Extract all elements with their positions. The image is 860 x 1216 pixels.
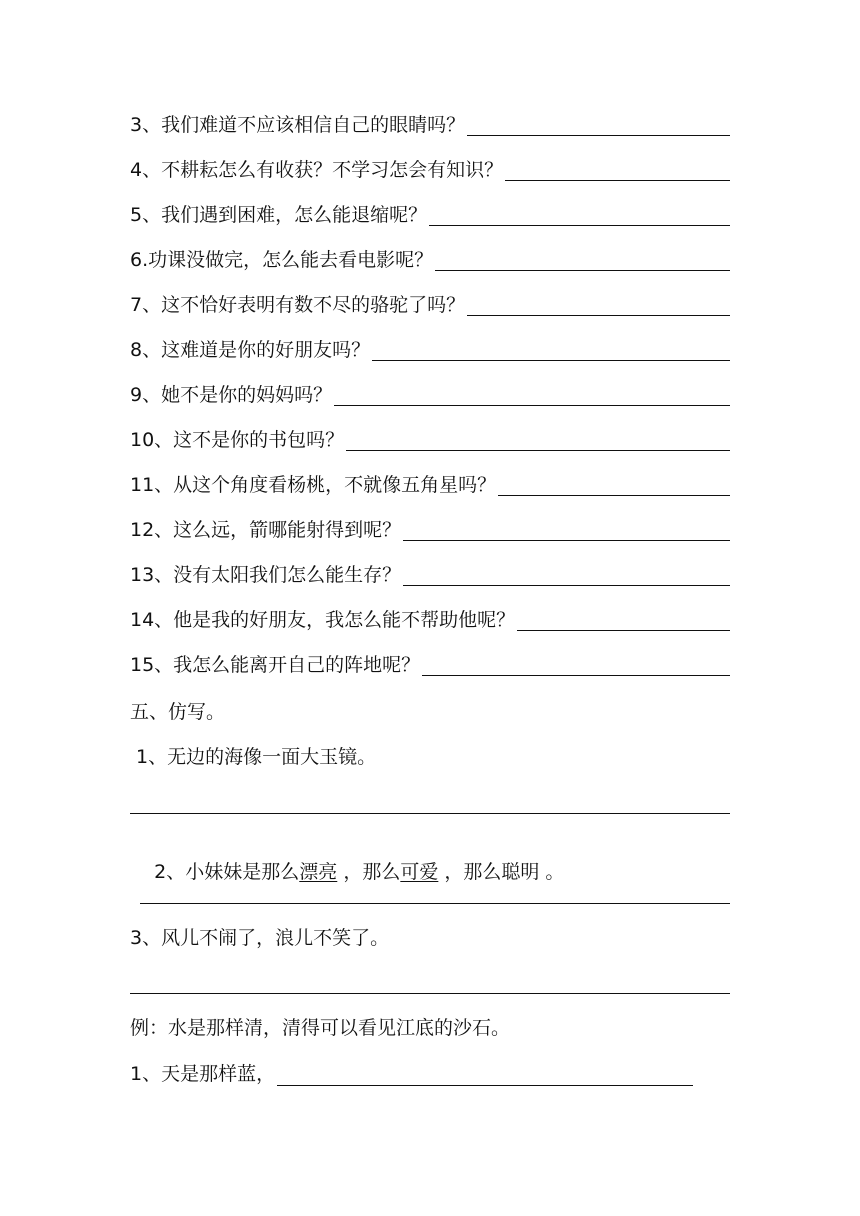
- question-text: 11、从这个角度看杨桃，不就像五角星吗？: [130, 474, 497, 496]
- question-8: [130, 334, 730, 362]
- question-12: [130, 514, 730, 542]
- question-3: [130, 109, 730, 137]
- item-2-mid1: ，那么: [337, 861, 401, 883]
- question-text: 4、不耕耘怎么有收获？不学习怎会有知识？: [130, 159, 504, 181]
- section-5-heading: 五、仿写。: [130, 701, 226, 723]
- answer-blank[interactable]: [435, 246, 730, 271]
- question-10: [130, 424, 730, 452]
- answer-blank[interactable]: [505, 156, 730, 181]
- answer-blank[interactable]: [467, 291, 730, 316]
- answer-blank[interactable]: [403, 516, 730, 541]
- question-7: [130, 289, 730, 317]
- answer-line-1[interactable]: [130, 813, 730, 814]
- answer-blank[interactable]: [372, 336, 730, 361]
- question-text: 7、这不恰好表明有数不尽的骆驼了吗？: [130, 294, 466, 316]
- question-13: [130, 559, 730, 587]
- underlined-word-piaoliang: 漂亮: [299, 861, 338, 883]
- example-sentence: 例：水是那样清，清得可以看见江底的沙石。: [130, 1017, 511, 1039]
- question-text: 15、我怎么能离开自己的阵地呢？: [130, 654, 421, 676]
- question-text: 12、这么远，箭哪能射得到呢？: [130, 519, 402, 541]
- answer-blank[interactable]: [334, 381, 730, 406]
- answer-blank[interactable]: [346, 426, 730, 451]
- question-9: [130, 379, 730, 407]
- imitation-item-3: 3、风儿不闹了，浪儿不笑了。: [130, 927, 390, 949]
- answer-blank[interactable]: [422, 651, 730, 676]
- item-2-mid2: ，那么聪明 。: [438, 861, 565, 883]
- question-5: [130, 199, 730, 227]
- exercise-1: [130, 1062, 693, 1086]
- answer-blank[interactable]: [403, 561, 730, 586]
- exercise-1-blank[interactable]: [277, 1065, 693, 1086]
- answer-blank[interactable]: [467, 111, 730, 136]
- question-text: 14、他是我的好朋友，我怎么能不帮助他呢？: [130, 609, 516, 631]
- question-text: 9、她不是你的妈妈吗？: [130, 384, 333, 406]
- question-6: [130, 244, 730, 272]
- question-text: 10、这不是你的书包吗？: [130, 429, 345, 451]
- question-text: 8、这难道是你的好朋友吗？: [130, 339, 371, 361]
- answer-blank[interactable]: [429, 201, 730, 226]
- question-14: [130, 604, 730, 632]
- answer-blank[interactable]: [498, 471, 730, 496]
- answer-blank[interactable]: [517, 606, 730, 631]
- underlined-word-keai: 可爱: [400, 861, 439, 883]
- imitation-item-1: 1、无边的海像一面大玉镜。: [130, 746, 377, 768]
- item-2-prefix: 2、小妹妹是那么: [154, 861, 300, 883]
- exercise-1-text: 1、天是那样蓝，: [130, 1063, 276, 1085]
- imitation-item-2: [130, 836, 564, 908]
- answer-line-3[interactable]: [130, 993, 730, 994]
- question-4: [130, 154, 730, 182]
- question-text: 13、没有太阳我们怎么能生存？: [130, 564, 402, 586]
- question-text: 3、我们难道不应该相信自己的眼睛吗？: [130, 114, 466, 136]
- question-15: [130, 649, 730, 677]
- answer-line-2[interactable]: [140, 903, 730, 904]
- question-11: [130, 469, 730, 497]
- question-text: 5、我们遇到困难，怎么能退缩呢？: [130, 204, 428, 226]
- question-text: 6.功课没做完，怎么能去看电影呢？: [130, 249, 434, 271]
